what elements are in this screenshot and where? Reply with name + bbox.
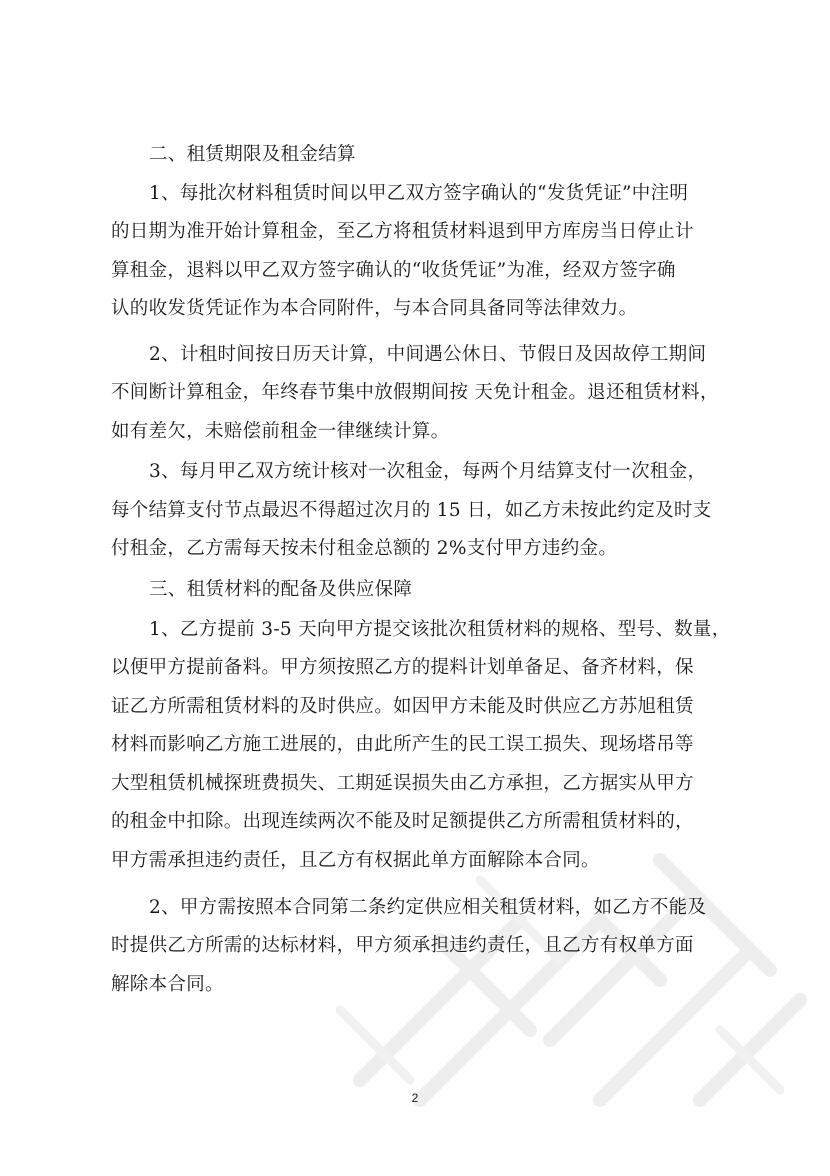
paragraph-line: 解除本合同。 bbox=[111, 974, 224, 995]
paragraph-line: 3、每月甲乙双方统计核对一次租金，每两个月结算支付一次租金， bbox=[149, 461, 707, 482]
paragraph-line: 1、乙方提前 3-5 天向甲方提交该批次租赁材料的规格、型号、数量， bbox=[149, 619, 731, 640]
section-heading-2: 二、租赁期限及租金结算 bbox=[149, 144, 356, 165]
paragraph-line: 的日期为准开始计算租金，至乙方将租赁材料退到甲方库房当日停止计 bbox=[111, 221, 694, 242]
paragraph-line: 2、甲方需按照本合同第二条约定供应相关租赁材料，如乙方不能及 bbox=[149, 897, 707, 918]
paragraph-line: 时提供乙方所需的达标材料，甲方须承担违约责任，且乙方有权单方面 bbox=[111, 935, 694, 956]
page-number: 2 bbox=[411, 1091, 419, 1105]
paragraph-line: 甲方需承担违约责任，且乙方有权据此单方面解除本合同。 bbox=[111, 850, 600, 871]
paragraph-line: 不间断计算租金，年终春节集中放假期间按 天免计租金。退还租赁材料， bbox=[111, 382, 719, 403]
watermark-stamp-icon bbox=[300, 560, 820, 1120]
paragraph-line: 的租金中扣除。出现连续两次不能及时足额提供乙方所需租赁材料的， bbox=[111, 811, 694, 832]
paragraph-line: 材料而影响乙方施工进展的，由此所产生的民工误工损失、现场塔吊等 bbox=[111, 734, 694, 755]
section-heading-3: 三、租赁材料的配备及供应保障 bbox=[149, 579, 413, 600]
paragraph-line: 大型租赁机械探班费损失、工期延误损失由乙方承担，乙方据实从甲方 bbox=[111, 773, 694, 794]
paragraph-line: 认的收发货凭证作为本合同附件，与本合同具备同等法律效力。 bbox=[111, 298, 638, 319]
paragraph-line: 每个结算支付节点最迟不得超过次月的 15 日，如乙方未按此约定及时支 bbox=[111, 500, 712, 521]
paragraph-line: 如有差欠，未赔偿前租金一律继续计算。 bbox=[111, 421, 450, 442]
paragraph-line: 1、每批次材料租赁时间以甲乙双方签字确认的“发货凭证”中注明 bbox=[149, 183, 689, 204]
paragraph-line: 证乙方所需租赁材料的及时供应。如因甲方未能及时供应乙方苏旭租赁 bbox=[111, 696, 694, 717]
paragraph-line: 以便甲方提前备料。甲方须按照乙方的提料计划单备足、备齐材料，保 bbox=[111, 657, 694, 678]
paragraph-line: 付租金，乙方需每天按未付租金总额的 2%支付甲方违约金。 bbox=[111, 538, 618, 559]
paragraph-line: 2、计租时间按日历天计算，中间遇公休日、节假日及因故停工期间 bbox=[149, 344, 707, 365]
paragraph-line: 算租金，退料以甲乙双方签字确认的“收货凭证”为准，经双方签字确 bbox=[111, 260, 676, 281]
